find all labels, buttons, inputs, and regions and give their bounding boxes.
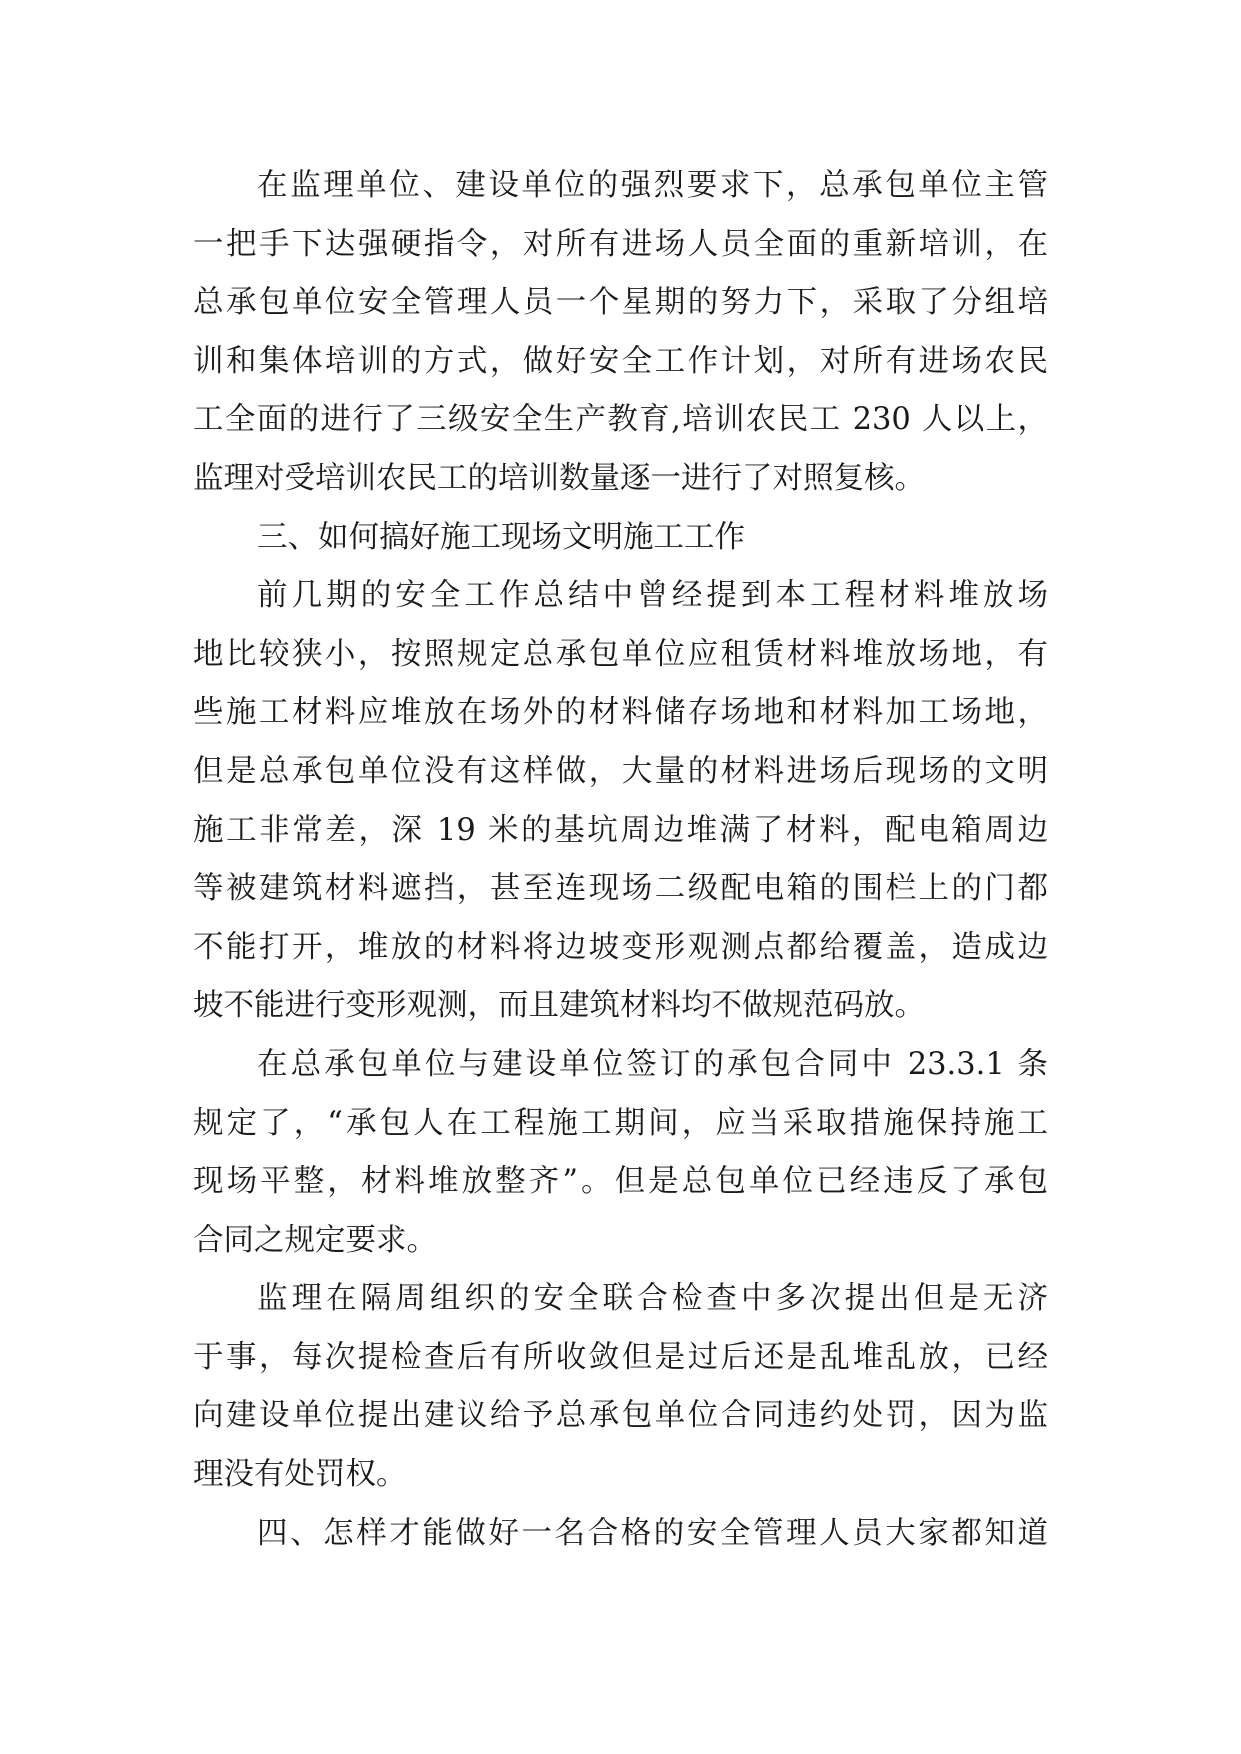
- paragraph-line: 规定了，“承包人在工程施工期间，应当采取措施保持施工: [193, 1105, 1048, 1141]
- paragraph-first-line: 四、怎样才能做好一名合格的安全管理人员大家都知道: [257, 1515, 1048, 1551]
- paragraph-line: 总承包单位安全管理人员一个星期的努力下，采取了分组培: [193, 285, 1048, 321]
- paragraph-line: 坡不能进行变形观测，而且建筑材料均不做规范码放。: [193, 988, 925, 1024]
- paragraph-first-line: 前几期的安全工作总结中曾经提到本工程材料堆放场: [257, 578, 1048, 614]
- paragraph-first-line: 在监理单位、建设单位的强烈要求下，总承包单位主管: [257, 168, 1048, 203]
- paragraph-line: 于事，每次提检查后有所收敛但是过后还是乱堆乱放，已经: [193, 1339, 1048, 1375]
- paragraph-line: 但是总承包单位没有这样做，大量的材料进场后现场的文明: [193, 753, 1048, 789]
- paragraph-line: 等被建筑材料遮挡，甚至连现场二级配电箱的围栏上的门都: [193, 871, 1048, 907]
- paragraph-line: 向建设单位提出建议给予总承包单位合同违约处罚，因为监: [193, 1398, 1048, 1434]
- paragraph-line: 现场平整，材料堆放整齐”。但是总包单位已经违反了承包: [193, 1164, 1048, 1200]
- paragraph-line: 训和集体培训的方式，做好安全工作计划，对所有进场农民: [193, 343, 1048, 379]
- paragraph-first-line: 监理在隔周组织的安全联合检查中多次提出但是无济: [257, 1281, 1048, 1317]
- paragraph-line: 不能打开，堆放的材料将边坡变形观测点都给覆盖，造成边: [193, 929, 1048, 965]
- paragraph-line: 理没有处罚权。: [193, 1457, 407, 1493]
- paragraph-line: 地比较狭小，按照规定总承包单位应租赁材料堆放场地，有: [193, 636, 1048, 672]
- paragraph-first-line: 在总承包单位与建设单位签订的承包合同中 23.3.1 条: [257, 1046, 1048, 1082]
- paragraph-line: 监理对受培训农民工的培训数量逐一进行了对照复核。: [193, 460, 925, 496]
- paragraph-first-line: 三、如何搞好施工现场文明施工工作: [257, 519, 745, 555]
- document-body: [193, 157, 1048, 1563]
- paragraph-line: 合同之规定要求。: [193, 1222, 437, 1258]
- paragraph-line: 施工非常差，深 19 米的基坑周边堆满了材料，配电箱周边: [193, 812, 1048, 848]
- paragraph-line: 一把手下达强硬指令，对所有进场人员全面的重新培训，在: [193, 226, 1048, 262]
- paragraph-line: 些施工材料应堆放在场外的材料储存场地和材料加工场地，: [193, 695, 1048, 731]
- paragraph-line: 工全面的进行了三级安全生产教育,培训农民工 230 人以上，: [193, 402, 1048, 438]
